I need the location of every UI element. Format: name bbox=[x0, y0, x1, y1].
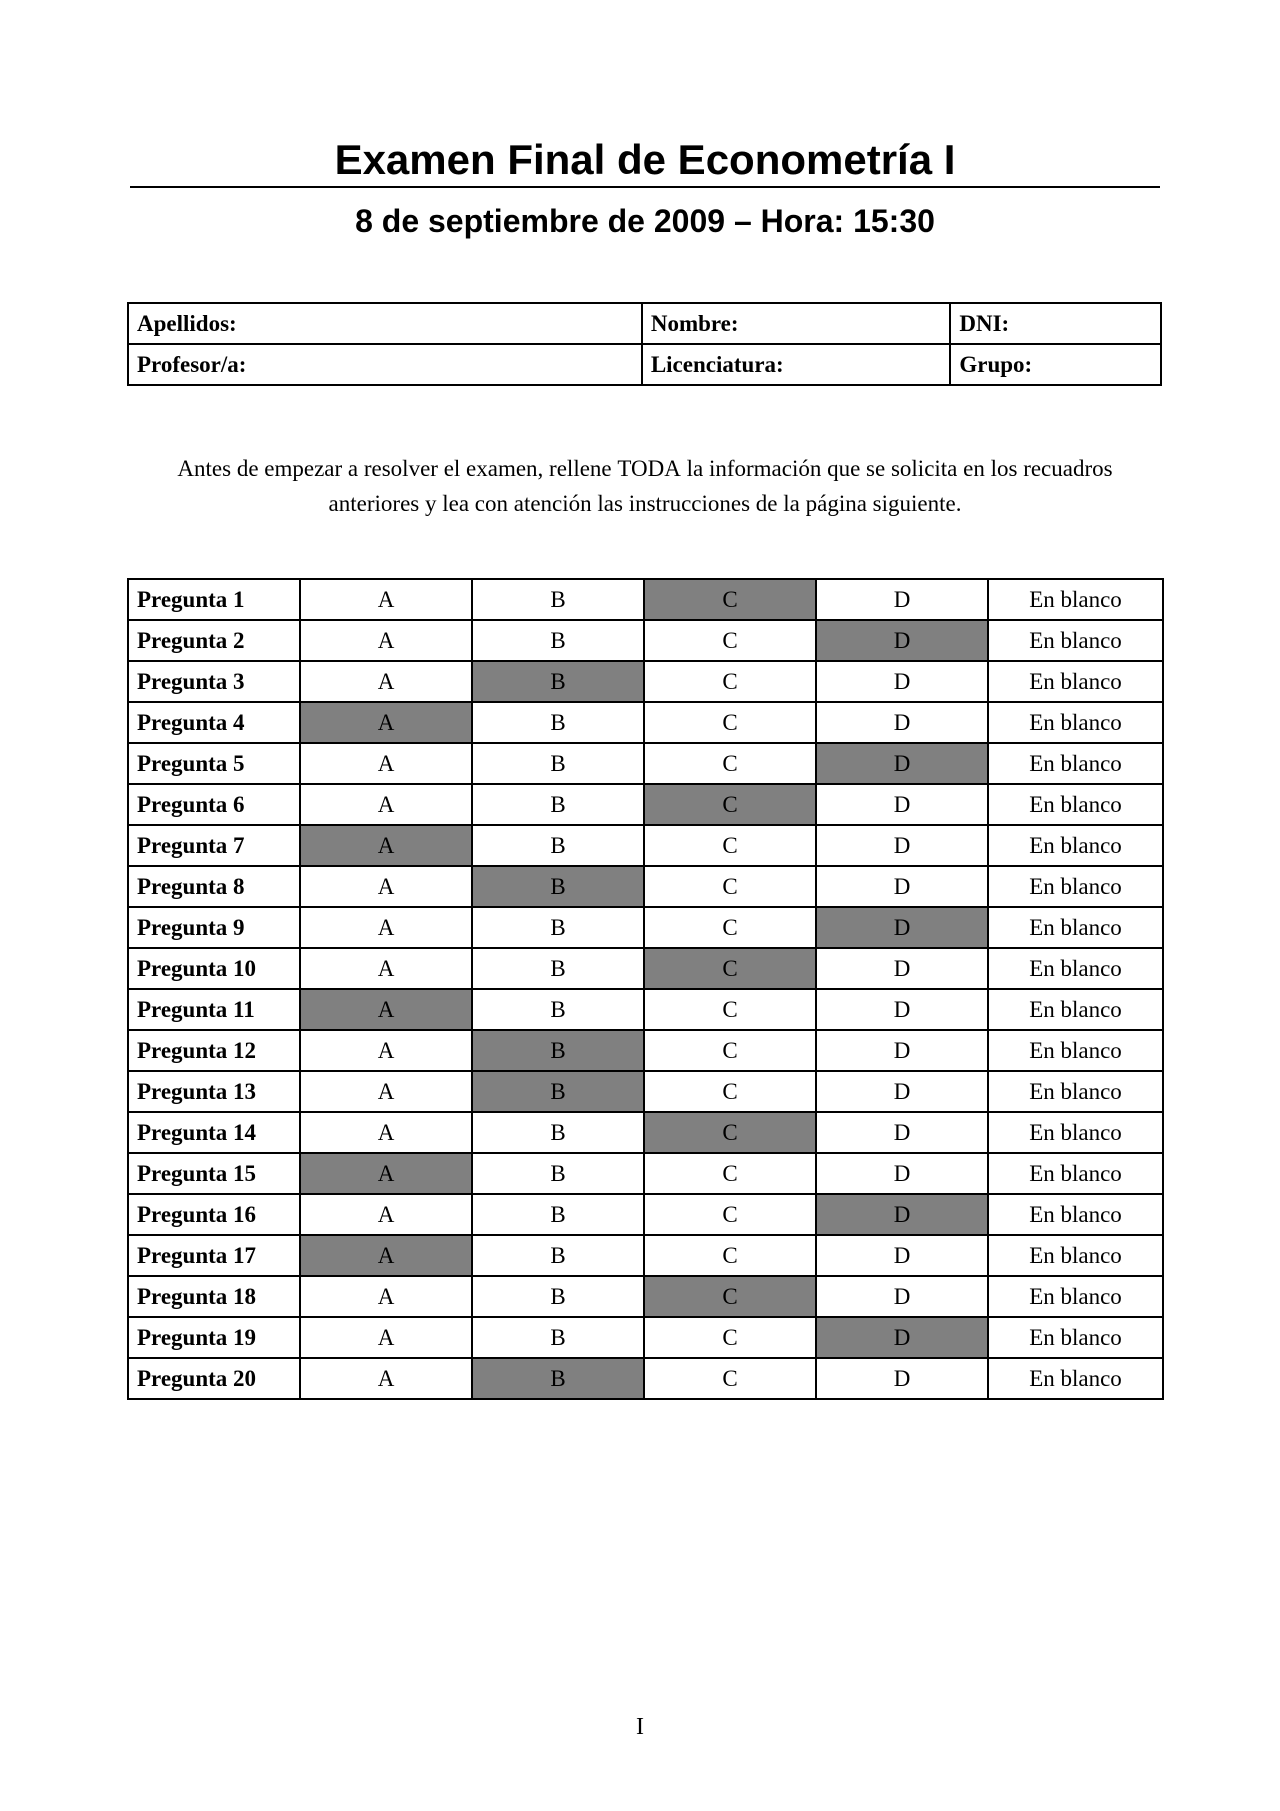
option-cell-a[interactable]: A bbox=[300, 784, 472, 825]
question-label: Pregunta 7 bbox=[128, 825, 300, 866]
option-cell-en-blanco[interactable]: En blanco bbox=[988, 989, 1163, 1030]
answer-row bbox=[128, 1112, 1163, 1153]
dni-field[interactable]: DNI: bbox=[950, 303, 1161, 344]
option-cell-d[interactable]: D bbox=[816, 866, 988, 907]
answer-row bbox=[128, 948, 1163, 989]
option-cell-d[interactable]: D bbox=[816, 989, 988, 1030]
option-cell-c[interactable]: C bbox=[644, 743, 816, 784]
surname-field[interactable]: Apellidos: bbox=[128, 303, 642, 344]
question-label: Pregunta 6 bbox=[128, 784, 300, 825]
option-cell-c[interactable]: C bbox=[644, 1194, 816, 1235]
option-cell-en-blanco[interactable]: En blanco bbox=[988, 1030, 1163, 1071]
option-cell-en-blanco[interactable]: En blanco bbox=[988, 702, 1163, 743]
option-cell-en-blanco[interactable]: En blanco bbox=[988, 825, 1163, 866]
option-cell-b[interactable]: B bbox=[472, 1030, 644, 1071]
option-cell-c[interactable]: C bbox=[644, 702, 816, 743]
option-cell-d[interactable]: D bbox=[816, 907, 988, 948]
answer-row bbox=[128, 702, 1163, 743]
answer-row bbox=[128, 1071, 1163, 1112]
name-field[interactable]: Nombre: bbox=[642, 303, 951, 344]
option-cell-b[interactable]: B bbox=[472, 948, 644, 989]
option-cell-a[interactable]: A bbox=[300, 989, 472, 1030]
option-cell-c[interactable]: C bbox=[644, 1071, 816, 1112]
option-cell-b[interactable]: B bbox=[472, 866, 644, 907]
answer-row bbox=[128, 1194, 1163, 1235]
question-label: Pregunta 4 bbox=[128, 702, 300, 743]
instructions-emphasis: TODA bbox=[617, 456, 681, 481]
option-cell-b[interactable]: B bbox=[472, 743, 644, 784]
question-label: Pregunta 16 bbox=[128, 1194, 300, 1235]
option-cell-a[interactable]: A bbox=[300, 702, 472, 743]
answer-row bbox=[128, 1153, 1163, 1194]
answer-row bbox=[128, 989, 1163, 1030]
option-cell-c[interactable]: C bbox=[644, 1030, 816, 1071]
option-cell-c[interactable]: C bbox=[644, 1112, 816, 1153]
answer-row bbox=[128, 1030, 1163, 1071]
option-cell-b[interactable]: B bbox=[472, 661, 644, 702]
option-cell-b[interactable]: B bbox=[472, 579, 644, 620]
info-row bbox=[128, 344, 1161, 385]
question-label: Pregunta 20 bbox=[128, 1358, 300, 1399]
answer-row bbox=[128, 620, 1163, 661]
option-cell-b[interactable]: B bbox=[472, 825, 644, 866]
option-cell-a[interactable]: A bbox=[300, 1153, 472, 1194]
option-cell-en-blanco[interactable]: En blanco bbox=[988, 579, 1163, 620]
option-cell-a[interactable]: A bbox=[300, 1194, 472, 1235]
option-cell-d[interactable]: D bbox=[816, 1358, 988, 1399]
option-cell-d[interactable]: D bbox=[816, 1153, 988, 1194]
option-cell-d[interactable]: D bbox=[816, 620, 988, 661]
exam-date-time: 8 de septiembre de 2009 – Hora: 15:30 bbox=[355, 203, 935, 239]
option-cell-c[interactable]: C bbox=[644, 948, 816, 989]
option-cell-c[interactable]: C bbox=[644, 620, 816, 661]
option-cell-en-blanco[interactable]: En blanco bbox=[988, 948, 1163, 989]
option-cell-b[interactable]: B bbox=[472, 989, 644, 1030]
option-cell-b[interactable]: B bbox=[472, 1112, 644, 1153]
option-cell-en-blanco[interactable]: En blanco bbox=[988, 1112, 1163, 1153]
option-cell-a[interactable]: A bbox=[300, 1030, 472, 1071]
option-cell-a[interactable]: A bbox=[300, 579, 472, 620]
question-label: Pregunta 18 bbox=[128, 1276, 300, 1317]
option-cell-a[interactable]: A bbox=[300, 1112, 472, 1153]
answer-sheet-body bbox=[128, 579, 1163, 1399]
answer-row bbox=[128, 1358, 1163, 1399]
option-cell-en-blanco[interactable]: En blanco bbox=[988, 743, 1163, 784]
group-field[interactable]: Grupo: bbox=[950, 344, 1161, 385]
option-cell-c[interactable]: C bbox=[644, 1153, 816, 1194]
option-cell-b[interactable]: B bbox=[472, 1276, 644, 1317]
question-label: Pregunta 5 bbox=[128, 743, 300, 784]
option-cell-en-blanco[interactable]: En blanco bbox=[988, 1317, 1163, 1358]
option-cell-a[interactable]: A bbox=[300, 743, 472, 784]
option-cell-en-blanco[interactable]: En blanco bbox=[988, 1235, 1163, 1276]
instructions-after: la información que se solicita en los recuadros anteriores y lea con atención las instrucciones de la página siguiente. bbox=[328, 456, 1113, 516]
answer-row bbox=[128, 825, 1163, 866]
option-cell-a[interactable]: A bbox=[300, 1317, 472, 1358]
question-label: Pregunta 3 bbox=[128, 661, 300, 702]
exam-title: Examen Final de Econometría I bbox=[334, 136, 956, 183]
option-cell-en-blanco[interactable]: En blanco bbox=[988, 866, 1163, 907]
question-label: Pregunta 2 bbox=[128, 620, 300, 661]
option-cell-d[interactable]: D bbox=[816, 579, 988, 620]
answer-sheet bbox=[127, 578, 1164, 1400]
option-cell-a[interactable]: A bbox=[300, 661, 472, 702]
option-cell-c[interactable]: C bbox=[644, 661, 816, 702]
option-cell-d[interactable]: D bbox=[816, 743, 988, 784]
info-row bbox=[128, 303, 1161, 344]
instructions-before: Antes de empezar a resolver el examen, rellene bbox=[177, 456, 618, 481]
instructions-text bbox=[130, 451, 1160, 521]
option-cell-c[interactable]: C bbox=[644, 866, 816, 907]
question-label: Pregunta 10 bbox=[128, 948, 300, 989]
option-cell-b[interactable]: B bbox=[472, 1235, 644, 1276]
option-cell-c[interactable]: C bbox=[644, 1317, 816, 1358]
answer-row bbox=[128, 1235, 1163, 1276]
option-cell-b[interactable]: B bbox=[472, 784, 644, 825]
option-cell-a[interactable]: A bbox=[300, 866, 472, 907]
option-cell-en-blanco[interactable]: En blanco bbox=[988, 620, 1163, 661]
option-cell-a[interactable]: A bbox=[300, 1358, 472, 1399]
option-cell-c[interactable]: C bbox=[644, 907, 816, 948]
question-label: Pregunta 17 bbox=[128, 1235, 300, 1276]
option-cell-c[interactable]: C bbox=[644, 784, 816, 825]
option-cell-b[interactable]: B bbox=[472, 1317, 644, 1358]
option-cell-en-blanco[interactable]: En blanco bbox=[988, 661, 1163, 702]
option-cell-en-blanco[interactable]: En blanco bbox=[988, 1194, 1163, 1235]
option-cell-d[interactable]: D bbox=[816, 1235, 988, 1276]
option-cell-a[interactable]: A bbox=[300, 907, 472, 948]
option-cell-a[interactable]: A bbox=[300, 620, 472, 661]
option-cell-d[interactable]: D bbox=[816, 1194, 988, 1235]
option-cell-a[interactable]: A bbox=[300, 1071, 472, 1112]
option-cell-d[interactable]: D bbox=[816, 825, 988, 866]
option-cell-en-blanco[interactable]: En blanco bbox=[988, 907, 1163, 948]
question-label: Pregunta 1 bbox=[128, 579, 300, 620]
option-cell-d[interactable]: D bbox=[816, 1317, 988, 1358]
answer-row bbox=[128, 743, 1163, 784]
question-label: Pregunta 11 bbox=[128, 989, 300, 1030]
question-label: Pregunta 8 bbox=[128, 866, 300, 907]
option-cell-d[interactable]: D bbox=[816, 1030, 988, 1071]
option-cell-en-blanco[interactable]: En blanco bbox=[988, 1358, 1163, 1399]
option-cell-b[interactable]: B bbox=[472, 1358, 644, 1399]
option-cell-d[interactable]: D bbox=[816, 784, 988, 825]
question-label: Pregunta 14 bbox=[128, 1112, 300, 1153]
option-cell-b[interactable]: B bbox=[472, 1071, 644, 1112]
option-cell-b[interactable]: B bbox=[472, 620, 644, 661]
question-label: Pregunta 13 bbox=[128, 1071, 300, 1112]
option-cell-a[interactable]: A bbox=[300, 1235, 472, 1276]
option-cell-a[interactable]: A bbox=[300, 1276, 472, 1317]
answer-row bbox=[128, 784, 1163, 825]
option-cell-c[interactable]: C bbox=[644, 1235, 816, 1276]
option-cell-a[interactable]: A bbox=[300, 948, 472, 989]
student-info-form bbox=[127, 302, 1162, 386]
option-cell-d[interactable]: D bbox=[816, 661, 988, 702]
question-label: Pregunta 9 bbox=[128, 907, 300, 948]
answer-row bbox=[128, 1276, 1163, 1317]
option-cell-b[interactable]: B bbox=[472, 702, 644, 743]
option-cell-b[interactable]: B bbox=[472, 907, 644, 948]
option-cell-c[interactable]: C bbox=[644, 989, 816, 1030]
question-label: Pregunta 15 bbox=[128, 1153, 300, 1194]
option-cell-c[interactable]: C bbox=[644, 579, 816, 620]
page-number: I bbox=[636, 1714, 644, 1740]
option-cell-a[interactable]: A bbox=[300, 825, 472, 866]
option-cell-en-blanco[interactable]: En blanco bbox=[988, 1153, 1163, 1194]
answer-row bbox=[128, 661, 1163, 702]
option-cell-d[interactable]: D bbox=[816, 1112, 988, 1153]
option-cell-d[interactable]: D bbox=[816, 702, 988, 743]
option-cell-c[interactable]: C bbox=[644, 1276, 816, 1317]
answer-row bbox=[128, 866, 1163, 907]
option-cell-d[interactable]: D bbox=[816, 1276, 988, 1317]
professor-field[interactable]: Profesor/a: bbox=[128, 344, 642, 385]
answer-row bbox=[128, 907, 1163, 948]
option-cell-d[interactable]: D bbox=[816, 1071, 988, 1112]
option-cell-c[interactable]: C bbox=[644, 825, 816, 866]
option-cell-en-blanco[interactable]: En blanco bbox=[988, 784, 1163, 825]
option-cell-d[interactable]: D bbox=[816, 948, 988, 989]
option-cell-c[interactable]: C bbox=[644, 1358, 816, 1399]
question-label: Pregunta 12 bbox=[128, 1030, 300, 1071]
option-cell-b[interactable]: B bbox=[472, 1194, 644, 1235]
option-cell-en-blanco[interactable]: En blanco bbox=[988, 1276, 1163, 1317]
option-cell-b[interactable]: B bbox=[472, 1153, 644, 1194]
title-rule bbox=[130, 186, 1160, 188]
question-label: Pregunta 19 bbox=[128, 1317, 300, 1358]
degree-field[interactable]: Licenciatura: bbox=[642, 344, 951, 385]
option-cell-en-blanco[interactable]: En blanco bbox=[988, 1071, 1163, 1112]
answer-row bbox=[128, 579, 1163, 620]
answer-row bbox=[128, 1317, 1163, 1358]
